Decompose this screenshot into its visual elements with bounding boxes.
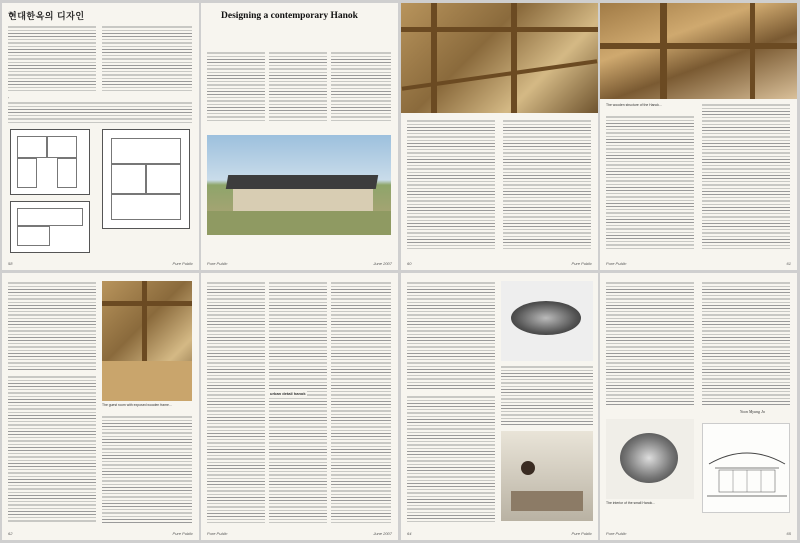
text-column <box>501 365 593 425</box>
timber-joinery-photo <box>600 3 797 99</box>
text-column <box>331 51 391 121</box>
page-number: 62 <box>8 531 13 536</box>
interior-room-photo <box>102 281 192 401</box>
page-title-korean: 현대한옥의 디자인 <box>8 11 85 21</box>
page-number: 65 <box>786 531 791 536</box>
page-models <box>401 273 598 540</box>
floor-plan-drawing <box>10 129 90 195</box>
photo-caption: The wooden structure of the Hanok... <box>606 103 662 107</box>
text-column <box>8 281 96 371</box>
publication-name: Pure Public <box>172 531 193 536</box>
roof-model-photo <box>501 281 593 361</box>
photo-caption: The guest room with exposed wooden frame... <box>102 403 172 407</box>
text-column <box>407 281 495 391</box>
text-column <box>8 25 96 91</box>
page-number: 58 <box>8 261 13 266</box>
page-structure-continued <box>600 3 797 270</box>
floor-plan-drawing <box>10 201 90 253</box>
page-korean-intro <box>2 3 199 270</box>
publication-name: Pure Public <box>207 261 228 266</box>
page-structure <box>401 3 598 270</box>
page-footer <box>606 531 791 536</box>
page-footer <box>8 531 193 536</box>
text-column <box>407 119 495 249</box>
publication-name: Pure Public <box>571 531 592 536</box>
section-subheading: · <box>8 95 10 100</box>
hanok-sketch-icon <box>703 424 791 514</box>
hanok-exterior-photo <box>207 135 391 235</box>
publication-name: Pure Public <box>172 261 193 266</box>
page-number: 60 <box>407 261 412 266</box>
text-column <box>102 415 192 523</box>
text-column <box>102 25 192 91</box>
text-column <box>606 281 694 405</box>
page-number: 64 <box>407 531 412 536</box>
timber-frame-photo <box>401 3 598 113</box>
section-subheading: urban detail hanok <box>270 391 306 396</box>
publication-name: Pure Public <box>571 261 592 266</box>
publication-name: Pure Public <box>606 531 627 536</box>
text-column <box>331 281 391 523</box>
text-column <box>207 281 265 523</box>
text-column <box>606 115 694 249</box>
text-column <box>8 101 192 123</box>
text-column <box>702 281 790 405</box>
issue-date: June 2007 <box>373 531 392 536</box>
page-conclusion <box>600 273 797 540</box>
page-footer <box>407 531 592 536</box>
publication-name: Pure Public <box>606 261 627 266</box>
publication-name: Pure Public <box>207 531 228 536</box>
text-column <box>503 119 591 249</box>
page-footer <box>207 261 392 266</box>
text-column <box>8 375 96 523</box>
floor-plan-drawing <box>102 129 190 229</box>
text-column <box>702 103 790 249</box>
issue-date: June 2007 <box>373 261 392 266</box>
text-column <box>207 51 265 121</box>
text-column <box>269 281 327 523</box>
page-footer <box>207 531 392 536</box>
text-column <box>407 395 495 523</box>
page-footer <box>407 261 592 266</box>
page-number: 61 <box>786 261 791 266</box>
page-footer <box>8 261 193 266</box>
model-table-photo <box>501 431 593 521</box>
page-english-text <box>201 273 398 540</box>
photo-caption: The interior of the small Hanok... <box>606 501 655 505</box>
page-interior <box>2 273 199 540</box>
author-signature: Yoon Myung Ja <box>740 409 765 414</box>
hanok-elevation-sketch <box>702 423 790 513</box>
model-detail-photo <box>606 419 694 499</box>
page-title-english: Designing a contemporary Hanok <box>221 11 358 21</box>
text-column <box>269 51 327 121</box>
page-english-intro <box>201 3 398 270</box>
page-footer <box>606 261 791 266</box>
